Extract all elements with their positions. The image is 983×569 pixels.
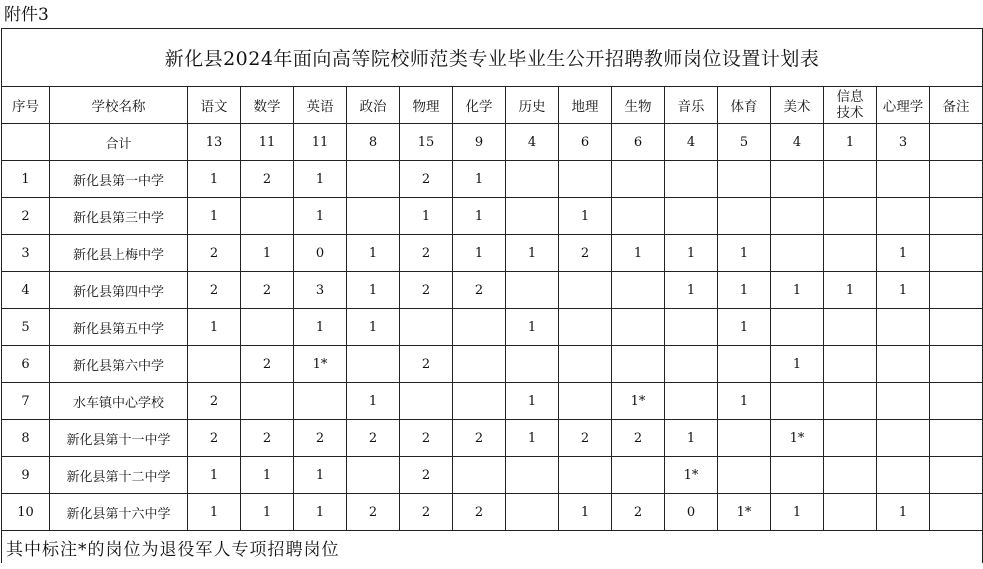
table-cell bbox=[930, 420, 983, 457]
table-cell: 4 bbox=[665, 124, 718, 161]
table-cell bbox=[506, 457, 559, 494]
table-cell: 1 bbox=[347, 235, 400, 272]
table-cell: 新化县第十六中学 bbox=[50, 494, 188, 531]
table-cell bbox=[506, 346, 559, 383]
table-cell: 1 bbox=[294, 161, 347, 198]
table-cell: 生物 bbox=[612, 87, 665, 124]
table-cell: 2 bbox=[400, 346, 453, 383]
table-cell: 1 bbox=[453, 161, 506, 198]
table-cell bbox=[930, 161, 983, 198]
table-cell bbox=[877, 346, 930, 383]
table-cell bbox=[718, 198, 771, 235]
table-cell bbox=[559, 383, 612, 420]
table-cell: 2 bbox=[400, 235, 453, 272]
table-cell: 0 bbox=[665, 494, 718, 531]
table-cell bbox=[559, 457, 612, 494]
table-cell: 心理学 bbox=[877, 87, 930, 124]
table-cell: 1 bbox=[347, 272, 400, 309]
table-cell: 1 bbox=[294, 494, 347, 531]
table-cell: 2 bbox=[400, 272, 453, 309]
table-cell: 9 bbox=[453, 124, 506, 161]
table-cell: 序号 bbox=[2, 87, 50, 124]
table-cell bbox=[718, 457, 771, 494]
table-cell: 3 bbox=[2, 235, 50, 272]
table-cell: 9 bbox=[2, 457, 50, 494]
table-cell bbox=[771, 309, 824, 346]
table-cell: 1 bbox=[347, 309, 400, 346]
table-cell: 新化县第三中学 bbox=[50, 198, 188, 235]
table-cell: 2 bbox=[2, 198, 50, 235]
table-cell: 历史 bbox=[506, 87, 559, 124]
table-cell: 1 bbox=[877, 272, 930, 309]
table-cell bbox=[877, 420, 930, 457]
table-cell: 1 bbox=[188, 309, 241, 346]
table-cell: 新化县第五中学 bbox=[50, 309, 188, 346]
table-cell: 1 bbox=[294, 198, 347, 235]
table-cell: 学校名称 bbox=[50, 87, 188, 124]
table-cell bbox=[718, 346, 771, 383]
table-cell: 1 bbox=[188, 457, 241, 494]
table-cell: 2 bbox=[188, 272, 241, 309]
footnote: 其中标注*的岗位为退役军人专项招聘岗位 bbox=[2, 531, 983, 564]
table-cell bbox=[241, 198, 294, 235]
table-cell: 2 bbox=[294, 420, 347, 457]
table-cell: 数学 bbox=[241, 87, 294, 124]
table-row bbox=[2, 235, 983, 272]
table-cell bbox=[347, 161, 400, 198]
table-cell: 政治 bbox=[347, 87, 400, 124]
table-cell: 新化县第六中学 bbox=[50, 346, 188, 383]
table-cell bbox=[612, 161, 665, 198]
table-cell: 8 bbox=[2, 420, 50, 457]
table-cell: 1 bbox=[824, 272, 877, 309]
table-row bbox=[2, 346, 983, 383]
header-row bbox=[2, 87, 983, 124]
table-cell: 11 bbox=[294, 124, 347, 161]
table-cell bbox=[294, 383, 347, 420]
table-cell: 2 bbox=[400, 420, 453, 457]
table-cell: 1 bbox=[506, 309, 559, 346]
table-cell bbox=[930, 346, 983, 383]
table-cell: 1 bbox=[559, 198, 612, 235]
table-cell: 1 bbox=[718, 383, 771, 420]
table-cell: 2 bbox=[400, 161, 453, 198]
table-cell: 2 bbox=[241, 346, 294, 383]
table-cell: 1 bbox=[665, 272, 718, 309]
table-cell bbox=[824, 198, 877, 235]
table-cell: 1 bbox=[241, 457, 294, 494]
table-cell bbox=[930, 198, 983, 235]
table-cell: 15 bbox=[400, 124, 453, 161]
table-cell: 1 bbox=[559, 494, 612, 531]
recruitment-plan-table bbox=[1, 28, 983, 563]
table-cell bbox=[930, 235, 983, 272]
table-cell: 1 bbox=[400, 198, 453, 235]
table-cell bbox=[771, 383, 824, 420]
table-cell: 6 bbox=[612, 124, 665, 161]
table-cell: 2 bbox=[347, 420, 400, 457]
table-cell bbox=[877, 309, 930, 346]
table-cell: 美术 bbox=[771, 87, 824, 124]
total-row bbox=[2, 124, 983, 161]
table-cell: 新化县上梅中学 bbox=[50, 235, 188, 272]
table-cell: 物理 bbox=[400, 87, 453, 124]
table-cell: 合计 bbox=[50, 124, 188, 161]
table-cell: 4 bbox=[2, 272, 50, 309]
table-cell: 化学 bbox=[453, 87, 506, 124]
table-cell bbox=[612, 272, 665, 309]
table-cell bbox=[930, 494, 983, 531]
table-cell bbox=[771, 198, 824, 235]
table-cell bbox=[771, 457, 824, 494]
table-cell: 1 bbox=[188, 198, 241, 235]
table-cell: 信息 技术 bbox=[824, 87, 877, 124]
table-cell bbox=[506, 198, 559, 235]
table-cell bbox=[877, 383, 930, 420]
table-cell: 0 bbox=[294, 235, 347, 272]
table-cell bbox=[824, 420, 877, 457]
table-row bbox=[2, 457, 983, 494]
table-cell bbox=[612, 309, 665, 346]
table-cell: 2 bbox=[188, 235, 241, 272]
table-cell: 7 bbox=[2, 383, 50, 420]
table-cell: 1* bbox=[294, 346, 347, 383]
table-cell: 3 bbox=[294, 272, 347, 309]
table-cell: 新化县第十一中学 bbox=[50, 420, 188, 457]
table-cell: 英语 bbox=[294, 87, 347, 124]
table-cell bbox=[930, 309, 983, 346]
table-cell: 体育 bbox=[718, 87, 771, 124]
table-cell: 水车镇中心学校 bbox=[50, 383, 188, 420]
table-cell: 1* bbox=[718, 494, 771, 531]
table-cell bbox=[241, 309, 294, 346]
table-cell: 1 bbox=[877, 494, 930, 531]
table-cell bbox=[718, 161, 771, 198]
attachment-label: 附件3 bbox=[4, 5, 49, 25]
table-cell bbox=[930, 272, 983, 309]
table-cell: 2 bbox=[241, 420, 294, 457]
table-cell bbox=[400, 383, 453, 420]
table-cell bbox=[771, 161, 824, 198]
table-cell: 2 bbox=[400, 494, 453, 531]
table-cell: 2 bbox=[612, 420, 665, 457]
table-cell bbox=[665, 346, 718, 383]
table-cell: 1 bbox=[241, 235, 294, 272]
table-cell: 6 bbox=[559, 124, 612, 161]
table-row bbox=[2, 161, 983, 198]
table-title: 新化县2024年面向高等院校师范类专业毕业生公开招聘教师岗位设置计划表 bbox=[2, 29, 983, 87]
table-cell: 1 bbox=[506, 420, 559, 457]
table-cell: 1 bbox=[665, 235, 718, 272]
table-cell bbox=[930, 383, 983, 420]
table-row bbox=[2, 383, 983, 420]
table-cell bbox=[824, 309, 877, 346]
table-cell: 3 bbox=[877, 124, 930, 161]
table-cell: 语文 bbox=[188, 87, 241, 124]
table-cell: 1 bbox=[453, 198, 506, 235]
table-cell bbox=[506, 494, 559, 531]
table-cell: 2 bbox=[188, 420, 241, 457]
table-cell bbox=[771, 235, 824, 272]
table-cell bbox=[665, 198, 718, 235]
table-cell: 2 bbox=[453, 272, 506, 309]
table-row bbox=[2, 309, 983, 346]
table-cell bbox=[824, 494, 877, 531]
table-cell: 备注 bbox=[930, 87, 983, 124]
table-cell: 1 bbox=[453, 235, 506, 272]
table-cell bbox=[559, 346, 612, 383]
table-cell: 2 bbox=[453, 420, 506, 457]
table-cell: 2 bbox=[188, 383, 241, 420]
table-cell bbox=[506, 161, 559, 198]
table-cell bbox=[877, 161, 930, 198]
table-cell: 2 bbox=[559, 420, 612, 457]
table-cell: 2 bbox=[453, 494, 506, 531]
table-cell: 1 bbox=[241, 494, 294, 531]
table-cell bbox=[930, 124, 983, 161]
table-cell bbox=[188, 346, 241, 383]
table-cell: 新化县第四中学 bbox=[50, 272, 188, 309]
table-cell: 2 bbox=[347, 494, 400, 531]
table-cell: 2 bbox=[400, 457, 453, 494]
table-cell bbox=[612, 198, 665, 235]
table-cell: 地理 bbox=[559, 87, 612, 124]
table-cell: 新化县第十二中学 bbox=[50, 457, 188, 494]
table-cell bbox=[453, 346, 506, 383]
table-cell: 1 bbox=[347, 383, 400, 420]
table-row bbox=[2, 198, 983, 235]
table-cell bbox=[877, 457, 930, 494]
table-cell: 2 bbox=[612, 494, 665, 531]
table-cell bbox=[347, 198, 400, 235]
table-cell bbox=[877, 198, 930, 235]
table-cell bbox=[824, 161, 877, 198]
table-cell bbox=[824, 457, 877, 494]
table-cell: 音乐 bbox=[665, 87, 718, 124]
table-cell: 11 bbox=[241, 124, 294, 161]
table-cell bbox=[241, 383, 294, 420]
table-cell: 1 bbox=[665, 420, 718, 457]
table-cell bbox=[930, 457, 983, 494]
table-cell bbox=[718, 420, 771, 457]
table-cell: 1 bbox=[188, 494, 241, 531]
table-cell: 1 bbox=[506, 235, 559, 272]
table-cell bbox=[665, 309, 718, 346]
table-cell bbox=[453, 383, 506, 420]
table-cell bbox=[559, 161, 612, 198]
table-cell: 1 bbox=[188, 161, 241, 198]
table-cell: 1* bbox=[612, 383, 665, 420]
table-cell bbox=[559, 309, 612, 346]
table-cell: 1* bbox=[771, 420, 824, 457]
table-cell: 13 bbox=[188, 124, 241, 161]
table-cell: 8 bbox=[347, 124, 400, 161]
table-cell: 1 bbox=[718, 272, 771, 309]
table-cell: 6 bbox=[2, 346, 50, 383]
table-cell: 5 bbox=[2, 309, 50, 346]
table-cell: 2 bbox=[241, 161, 294, 198]
table-cell bbox=[612, 346, 665, 383]
table-cell: 10 bbox=[2, 494, 50, 531]
table-cell: 4 bbox=[506, 124, 559, 161]
table-cell: 1 bbox=[294, 457, 347, 494]
table-cell: 1 bbox=[506, 383, 559, 420]
table-cell: 1 bbox=[612, 235, 665, 272]
table-cell: 1 bbox=[771, 346, 824, 383]
table-cell: 1 bbox=[294, 309, 347, 346]
table-cell: 1 bbox=[877, 235, 930, 272]
table-cell: 1 bbox=[2, 161, 50, 198]
table-cell: 2 bbox=[559, 235, 612, 272]
table-cell bbox=[347, 457, 400, 494]
table-row bbox=[2, 494, 983, 531]
table-cell: 1 bbox=[771, 494, 824, 531]
table-cell: 5 bbox=[718, 124, 771, 161]
table-cell bbox=[453, 309, 506, 346]
table-cell: 1 bbox=[718, 235, 771, 272]
table-row bbox=[2, 420, 983, 457]
table-cell bbox=[612, 457, 665, 494]
footnote-row bbox=[2, 531, 983, 564]
table-cell bbox=[453, 457, 506, 494]
table-cell: 1 bbox=[824, 124, 877, 161]
table-cell bbox=[559, 272, 612, 309]
table-cell bbox=[2, 124, 50, 161]
table-cell bbox=[400, 309, 453, 346]
table-cell bbox=[665, 383, 718, 420]
table-cell bbox=[506, 272, 559, 309]
table-row bbox=[2, 272, 983, 309]
table-cell bbox=[824, 383, 877, 420]
table-cell bbox=[665, 161, 718, 198]
table-cell bbox=[824, 346, 877, 383]
table-cell: 新化县第一中学 bbox=[50, 161, 188, 198]
table-cell: 1 bbox=[718, 309, 771, 346]
table-cell: 4 bbox=[771, 124, 824, 161]
table-cell: 1* bbox=[665, 457, 718, 494]
table-cell: 2 bbox=[241, 272, 294, 309]
table-cell bbox=[824, 235, 877, 272]
table-cell: 1 bbox=[771, 272, 824, 309]
table-cell bbox=[347, 346, 400, 383]
